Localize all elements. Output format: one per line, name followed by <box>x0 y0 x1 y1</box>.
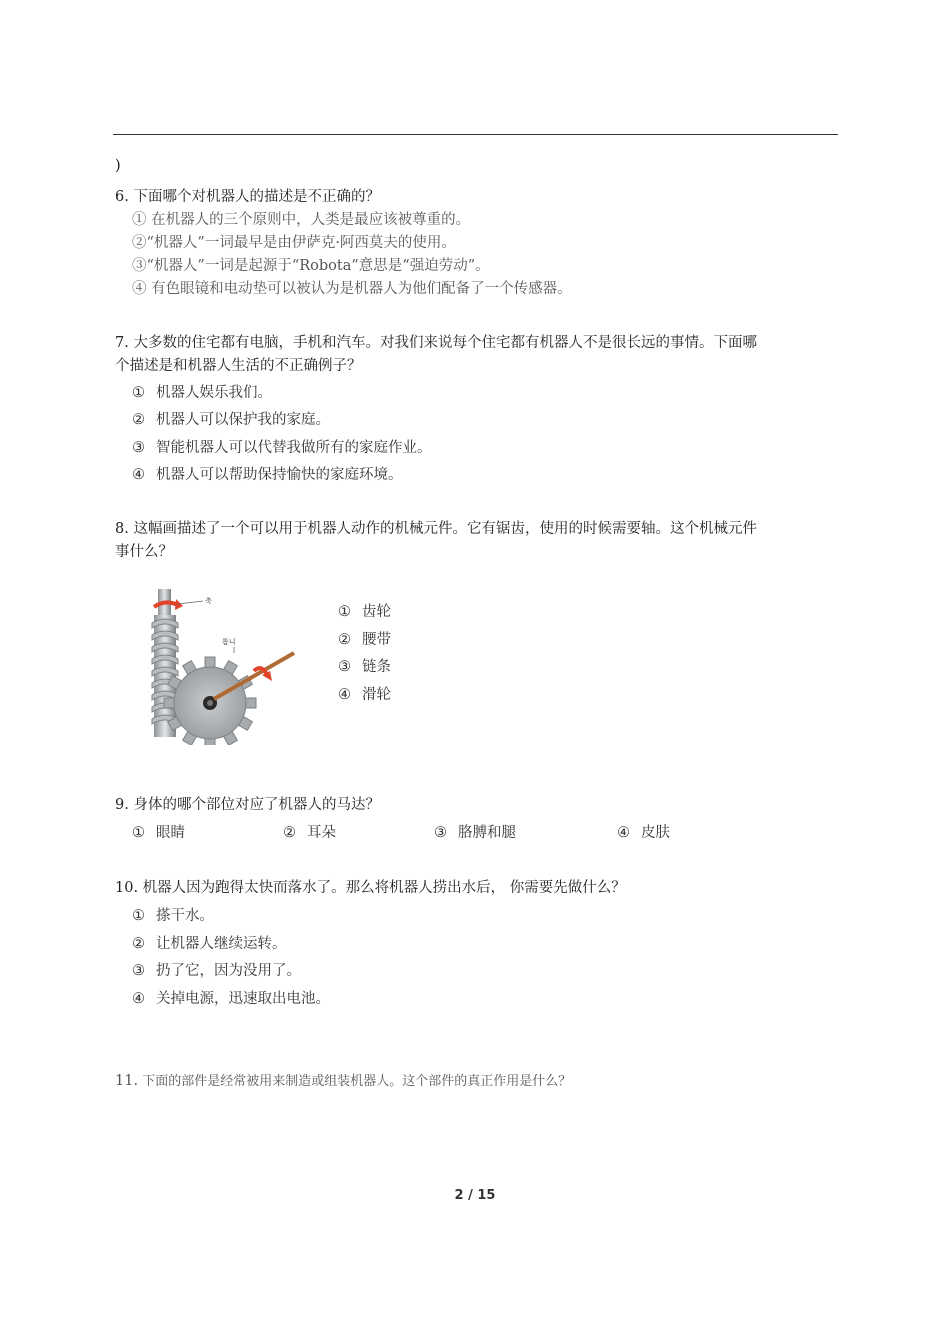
option-text: 扔了它，因为没用了。 <box>156 963 301 979</box>
q8-stem-line2: 事什么？ <box>115 544 173 560</box>
q8-option-2 <box>338 628 391 649</box>
option-text: 搽干水。 <box>156 908 214 924</box>
shaft-label: 축 <box>205 597 212 605</box>
option-text: 链条 <box>362 659 391 675</box>
option-text: 齿轮 <box>362 604 391 620</box>
page-number: 2 / 15 <box>454 1188 496 1203</box>
q8-option-1 <box>338 600 391 621</box>
q10-option-2 <box>132 932 287 953</box>
option-number: ② <box>132 936 145 952</box>
option-text: 皮肤 <box>641 825 670 841</box>
continuation-paren: ) <box>115 158 121 174</box>
q6-option-4: ④ 有色眼镜和电动垫可以被认为是机器人为他们配备了一个传感器。 <box>132 281 572 297</box>
option-text: 机器人可以保护我的家庭。 <box>156 412 330 428</box>
q8-option-4 <box>338 683 391 704</box>
q9-stem: 9. 身体的哪个部位对应了机器人的马达？ <box>115 797 380 813</box>
option-number: ② <box>283 825 296 841</box>
q7-option-1 <box>132 381 272 402</box>
q7-stem-line2: 个描述是和机器人生活的不正确例子？ <box>115 358 362 374</box>
option-text: 滑轮 <box>362 687 391 703</box>
option-text: 胳膊和腿 <box>458 825 516 841</box>
option-number: ① <box>132 825 145 841</box>
q11-stem <box>115 1070 571 1089</box>
option-number: ④ <box>132 467 145 483</box>
q7-stem-line1: 7. 大多数的住宅都有电脑，手机和汽车。对我们来说每个住宅都有机器人不是很长远的事情。下面哪 <box>115 335 757 351</box>
option-number: ③ <box>132 440 145 456</box>
q7-option-4 <box>132 463 403 484</box>
q9-option-2 <box>283 821 336 842</box>
option-number: ① <box>132 908 145 924</box>
q10-option-4 <box>132 987 330 1008</box>
option-number: ③ <box>434 825 447 841</box>
q7-option-3 <box>132 436 432 457</box>
option-number: ④ <box>132 991 145 1007</box>
q10-option-1 <box>132 904 214 925</box>
option-text: 眼睛 <box>156 825 185 841</box>
q10-option-3 <box>132 959 301 980</box>
option-text: 腰带 <box>362 632 391 648</box>
q11-text: 下面的部件是经常被用来制造或组装机器人。这个部件的真正作用是什么？ <box>142 1074 572 1089</box>
q7-option-2 <box>132 408 330 429</box>
option-text: 智能机器人可以代替我做所有的家庭作业。 <box>156 440 432 456</box>
worm-gear-figure <box>148 585 300 745</box>
option-number: ③ <box>132 963 145 979</box>
option-number: ④ <box>617 825 630 841</box>
header-rule <box>113 134 838 135</box>
q6-option-2: ②“机器人”一词最早是由伊萨克·阿西莫夫的使用。 <box>132 235 456 251</box>
option-text: 关掉电源，迅速取出电池。 <box>156 991 330 1007</box>
q8-option-3 <box>338 655 391 676</box>
worm-gear-illustration <box>148 585 300 745</box>
q11-number: 11. <box>115 1073 139 1089</box>
option-number: ① <box>338 604 351 620</box>
option-text: 耳朵 <box>307 825 336 841</box>
q10-stem: 10. 机器人因为跑得太快而落水了。那么将机器人捞出水后， 你需要先做什么？ <box>115 880 626 896</box>
option-number: ④ <box>338 687 351 703</box>
q9-option-1 <box>132 821 185 842</box>
option-number: ② <box>338 632 351 648</box>
option-number: ② <box>132 412 145 428</box>
q9-option-4 <box>617 821 670 842</box>
q6-option-3: ③“机器人”一词是起源于“Robota”意思是“强迫劳动”。 <box>132 258 490 274</box>
option-text: 机器人娱乐我们。 <box>156 385 272 401</box>
q6-stem: 6. 下面哪个对机器人的描述是不正确的？ <box>115 189 380 205</box>
option-number: ① <box>132 385 145 401</box>
q9-option-3 <box>434 821 516 842</box>
q8-stem-line1: 8. 这幅画描述了一个可以用于机器人动作的机械元件。它有锯齿，使用的时候需要轴。这个机械元件 <box>115 521 757 537</box>
option-text: 机器人可以帮助保持愉快的家庭环境。 <box>156 467 403 483</box>
option-number: ③ <box>338 659 351 675</box>
q6-option-1: ① 在机器人的三个原则中，人类是最应该被尊重的。 <box>132 212 471 228</box>
teeth-label: 톱니 <box>222 638 236 646</box>
option-text: 让机器人继续运转。 <box>156 936 287 952</box>
